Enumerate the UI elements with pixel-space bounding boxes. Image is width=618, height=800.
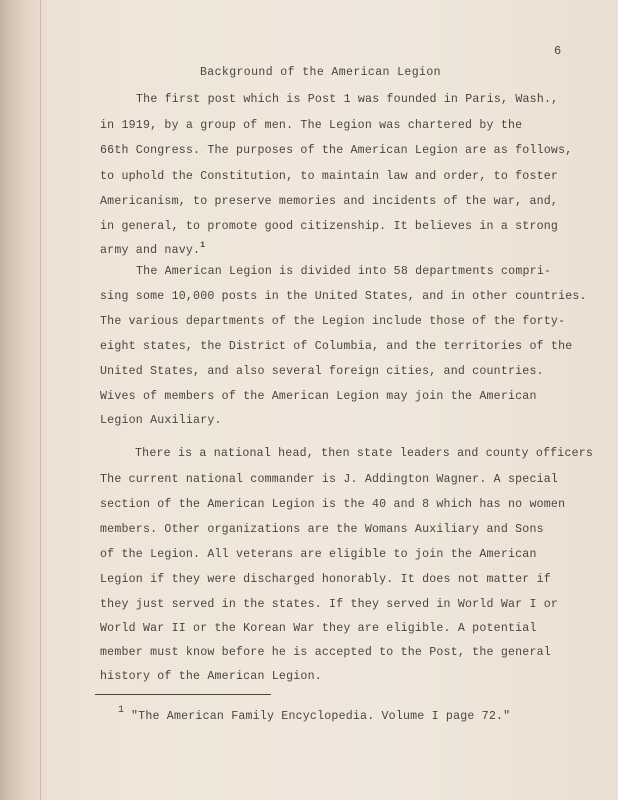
text-line: World War II or the Korean War they are eligible. A potential — [100, 622, 537, 635]
text-line: Legion Auxiliary. — [100, 414, 222, 427]
page-number: 6 — [554, 44, 562, 58]
text-line: The various departments of the Legion include those of the forty- — [100, 315, 566, 328]
text-line: The current national commander is J. Addington Wagner. A special — [100, 473, 559, 486]
text-line: Wives of members of the American Legion may join the American — [100, 390, 537, 403]
text-line: section of the American Legion is the 40 and 8 which has no women — [100, 498, 566, 511]
text-line: member must know before he is accepted to the Post, the general — [100, 646, 551, 659]
text-line: The first post which is Post 1 was founded in Paris, Wash., — [136, 93, 559, 106]
text-line: United States, and also several foreign cities, and countries. — [100, 365, 544, 378]
text-line: There is a national head, then state leaders and county officers — [135, 447, 594, 460]
footnote-mark: 1 — [118, 705, 125, 716]
text-line: eight states, the District of Columbia, and the territories of the — [100, 340, 573, 353]
text-line: The American Legion is divided into 58 departments compri- — [136, 265, 552, 278]
footnote-divider — [95, 694, 271, 695]
text-line-with-footnote — [100, 241, 206, 257]
footnote — [118, 705, 511, 723]
text-line: in 1919, by a group of men. The Legion was chartered by the — [100, 119, 523, 132]
text-line: sing some 10,000 posts in the United States, and in other countries. — [100, 290, 587, 303]
text-line: members. Other organizations are the Womans Auxiliary and Sons — [100, 523, 544, 536]
page-binding-crease — [40, 0, 41, 800]
footnote-text: "The American Family Encyclopedia. Volume I page 72." — [131, 710, 511, 723]
text-line: Americanism, to preserve memories and incidents of the war, and, — [100, 195, 559, 208]
footnote-reference: 1 — [200, 241, 206, 250]
text-line: to uphold the Constitution, to maintain law and order, to foster — [100, 170, 559, 183]
page-title: Background of the American Legion — [200, 66, 441, 79]
text-line: army and navy. — [100, 244, 201, 257]
text-line: Legion if they were discharged honorably. It does not matter if — [100, 573, 551, 586]
text-line: in general, to promote good citizenship. It believes in a strong — [100, 220, 559, 233]
text-line: history of the American Legion. — [100, 670, 322, 683]
text-line: they just served in the states. If they served in World War I or — [100, 598, 559, 611]
text-line: of the Legion. All veterans are eligible to join the American — [100, 548, 537, 561]
text-line: 66th Congress. The purposes of the American Legion are as follows, — [100, 144, 573, 157]
